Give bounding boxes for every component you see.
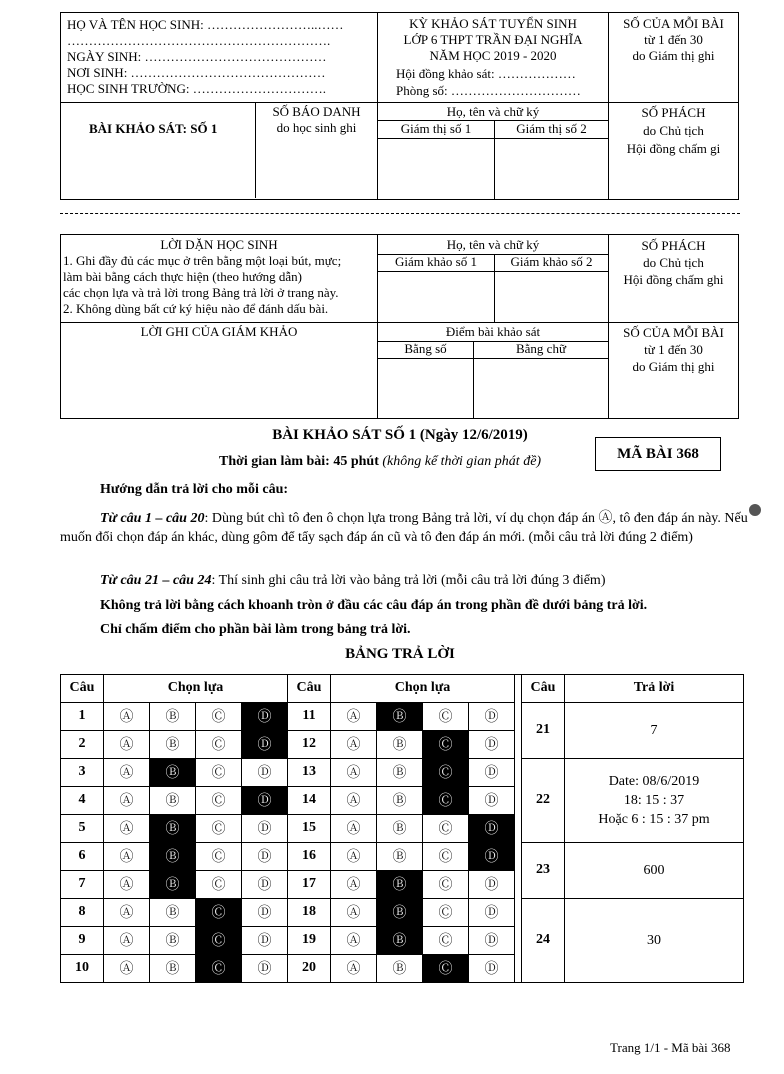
- option-bubble[interactable]: Ⓑ: [377, 786, 423, 814]
- option-bubble[interactable]: Ⓐ: [331, 842, 377, 870]
- option-bubble[interactable]: Ⓑ: [377, 926, 423, 954]
- option-bubble[interactable]: Ⓒ: [196, 954, 242, 982]
- grading-box: [60, 234, 739, 419]
- answer-table: [60, 674, 744, 983]
- student-field: …………………………………………………….: [67, 33, 331, 48]
- option-bubble[interactable]: Ⓓ: [469, 702, 515, 730]
- question-number: 22: [522, 758, 565, 842]
- header-box: [60, 12, 739, 200]
- option-bubble[interactable]: Ⓒ: [196, 758, 242, 786]
- col-header-chon: Chọn lựa: [331, 675, 515, 703]
- guide-title: Hướng dẫn trả lời cho mỗi câu:: [100, 482, 289, 497]
- answer-line: 7: [650, 722, 658, 738]
- scroll-dot: [749, 504, 761, 516]
- option-bubble[interactable]: Ⓐ: [331, 814, 377, 842]
- answer-line: Date: 08/6/2019: [608, 773, 700, 789]
- table-row: [61, 758, 744, 786]
- exam-title-block: KỲ KHẢO SÁT TUYỂN SINH LỚP 6 THPT TRẦN ĐẠI NGHĨA NĂM HỌC 2019 - 2020: [403, 16, 583, 63]
- question-number: 10: [61, 954, 104, 982]
- option-bubble[interactable]: Ⓑ: [377, 730, 423, 758]
- option-bubble[interactable]: Ⓓ: [242, 814, 288, 842]
- col-header-cau: Câu: [522, 675, 565, 703]
- option-bubble[interactable]: Ⓓ: [242, 730, 288, 758]
- question-number: 3: [61, 758, 104, 786]
- table-row: [61, 702, 744, 730]
- option-bubble[interactable]: Ⓓ: [242, 758, 288, 786]
- student-info: [67, 17, 377, 97]
- option-bubble[interactable]: Ⓐ: [331, 758, 377, 786]
- student-field: NGÀY SINH: ……………………………………: [67, 49, 327, 64]
- option-bubble[interactable]: Ⓐ: [331, 926, 377, 954]
- col-header-cau: Câu: [288, 675, 331, 703]
- written-answer[interactable]: [565, 702, 744, 758]
- option-bubble[interactable]: Ⓒ: [196, 898, 242, 926]
- option-bubble[interactable]: Ⓑ: [150, 814, 196, 842]
- time-line: Thời gian làm bài: 45 phút (không kể thời gian phát đề): [219, 454, 542, 469]
- option-bubble[interactable]: Ⓒ: [423, 926, 469, 954]
- option-bubble[interactable]: Ⓒ: [423, 758, 469, 786]
- answer-line: 600: [643, 862, 665, 878]
- option-bubble[interactable]: Ⓒ: [423, 786, 469, 814]
- option-bubble[interactable]: Ⓓ: [469, 730, 515, 758]
- question-number: 11: [288, 702, 331, 730]
- option-bubble[interactable]: Ⓐ: [104, 926, 150, 954]
- giam-khao-1: Giám khảo số 1: [395, 254, 477, 269]
- option-bubble[interactable]: Ⓐ: [331, 730, 377, 758]
- option-bubble[interactable]: Ⓐ: [104, 842, 150, 870]
- question-number: 5: [61, 814, 104, 842]
- option-bubble[interactable]: Ⓓ: [469, 786, 515, 814]
- question-number: 4: [61, 786, 104, 814]
- option-bubble[interactable]: Ⓒ: [196, 702, 242, 730]
- bang-chu: Bằng chữ: [515, 341, 566, 356]
- question-number: 9: [61, 926, 104, 954]
- option-bubble[interactable]: Ⓐ: [104, 758, 150, 786]
- option-bubble[interactable]: Ⓑ: [377, 814, 423, 842]
- option-bubble[interactable]: Ⓓ: [242, 702, 288, 730]
- written-answer[interactable]: [565, 898, 744, 982]
- room-field: Phòng số: …………………………: [396, 83, 581, 98]
- student-field: NƠI SINH: ………………………………………: [67, 65, 326, 80]
- option-bubble[interactable]: Ⓑ: [150, 870, 196, 898]
- option-bubble[interactable]: Ⓑ: [377, 758, 423, 786]
- guide-p2: Từ câu 21 – câu 24: Thí sinh ghi câu trả lời vào bảng trả lời (mỗi câu trả lời đúng 3 điểm): [100, 573, 606, 588]
- question-number: 21: [522, 702, 565, 758]
- loi-ghi-giam-khao: LỜI GHI CỦA GIÁM KHẢO: [140, 324, 298, 339]
- student-field: HỌ VÀ TÊN HỌC SINH: ……………………..……: [67, 17, 344, 32]
- written-answer[interactable]: [565, 842, 744, 898]
- question-number: 20: [288, 954, 331, 982]
- ho-ten-chu-ky: Họ, tên và chữ ký: [446, 104, 540, 119]
- col-header-cau: Câu: [61, 675, 104, 703]
- option-bubble[interactable]: Ⓓ: [242, 842, 288, 870]
- option-bubble[interactable]: Ⓐ: [104, 786, 150, 814]
- option-bubble[interactable]: Ⓓ: [469, 954, 515, 982]
- question-number: 12: [288, 730, 331, 758]
- question-number: 18: [288, 898, 331, 926]
- option-bubble[interactable]: Ⓒ: [196, 814, 242, 842]
- option-bubble[interactable]: Ⓑ: [150, 926, 196, 954]
- answer-line: 18: 15 : 37: [623, 792, 685, 808]
- so-phach-2: SỐ PHÁCH do Chủ tịch Hội đồng chấm ghi: [623, 238, 724, 287]
- answer-line: 30: [647, 932, 661, 948]
- option-bubble[interactable]: Ⓑ: [150, 954, 196, 982]
- option-bubble[interactable]: Ⓐ: [331, 870, 377, 898]
- option-bubble[interactable]: Ⓒ: [196, 842, 242, 870]
- option-bubble[interactable]: Ⓐ: [104, 730, 150, 758]
- option-bubble[interactable]: Ⓑ: [150, 842, 196, 870]
- question-number: 6: [61, 842, 104, 870]
- option-bubble[interactable]: Ⓐ: [331, 898, 377, 926]
- so-cua-moi-bai-2: SỐ CỦA MỖI BÀI từ 1 đến 30 do Giám thị ghi: [623, 325, 724, 374]
- option-bubble[interactable]: Ⓑ: [150, 758, 196, 786]
- giam-thi-2: Giám thị số 2: [516, 121, 587, 136]
- option-bubble[interactable]: Ⓓ: [242, 898, 288, 926]
- loi-dan-title: LỜI DẶN HỌC SINH: [160, 237, 278, 252]
- question-number: 1: [61, 702, 104, 730]
- student-field: HỌC SINH TRƯỜNG: ………………………….: [67, 81, 327, 96]
- option-bubble[interactable]: Ⓒ: [423, 842, 469, 870]
- option-bubble[interactable]: Ⓓ: [469, 926, 515, 954]
- bang-so: Bằng số: [404, 341, 447, 356]
- so-bao-danh: SỐ BÁO DANH do học sinh ghi: [272, 104, 361, 135]
- question-number: 14: [288, 786, 331, 814]
- question-number: 15: [288, 814, 331, 842]
- option-bubble[interactable]: Ⓓ: [242, 926, 288, 954]
- so-phach: SỐ PHÁCH do Chủ tịch Hội đồng chấm gi: [626, 105, 721, 156]
- option-bubble[interactable]: Ⓒ: [423, 730, 469, 758]
- giam-thi-1: Giám thị số 1: [400, 121, 472, 136]
- diem-bai: Điểm bài khảo sát: [445, 324, 541, 339]
- option-bubble[interactable]: Ⓒ: [423, 814, 469, 842]
- option-bubble[interactable]: Ⓓ: [242, 786, 288, 814]
- option-bubble[interactable]: Ⓐ: [104, 870, 150, 898]
- option-bubble[interactable]: Ⓒ: [423, 898, 469, 926]
- question-number: 8: [61, 898, 104, 926]
- option-bubble[interactable]: Ⓓ: [469, 758, 515, 786]
- option-bubble[interactable]: Ⓓ: [469, 870, 515, 898]
- question-number: 2: [61, 730, 104, 758]
- option-bubble[interactable]: Ⓐ: [331, 786, 377, 814]
- question-number: 13: [288, 758, 331, 786]
- option-bubble[interactable]: Ⓓ: [242, 954, 288, 982]
- option-bubble[interactable]: Ⓐ: [104, 702, 150, 730]
- ho-ten-chu-ky-2: Họ, tên và chữ ký: [446, 237, 540, 252]
- option-bubble[interactable]: Ⓑ: [150, 730, 196, 758]
- option-bubble[interactable]: Ⓑ: [377, 898, 423, 926]
- option-bubble[interactable]: Ⓐ: [104, 814, 150, 842]
- guide-p3: Không trả lời bằng cách khoanh tròn ở đầu các câu đáp án trong phần đề dưới bảng trả lời.: [100, 598, 648, 613]
- option-bubble[interactable]: Ⓒ: [196, 730, 242, 758]
- col-header-chon: Chọn lựa: [104, 675, 288, 703]
- option-bubble[interactable]: Ⓒ: [423, 870, 469, 898]
- answer-line: Hoặc 6 : 15 : 37 pm: [598, 811, 710, 827]
- guide-p4: Chỉ chấm điểm cho phần bài làm trong bảng trả lời.: [100, 622, 411, 637]
- option-bubble[interactable]: Ⓑ: [377, 842, 423, 870]
- loi-dan-text: 1. Ghi đầy đủ các mục ở trên bằng một loại bút, mực; làm bài bằng cách thực hiện (theo hướng dẫn) các chọn lựa và trả lời trong Bảng trả lời ở trang này. 2. Không dùng bất cứ ký hiệu nào để đánh dấu bài.: [63, 253, 342, 316]
- option-bubble[interactable]: Ⓒ: [423, 954, 469, 982]
- written-answer[interactable]: [565, 758, 744, 842]
- question-number: 19: [288, 926, 331, 954]
- option-bubble[interactable]: Ⓓ: [469, 814, 515, 842]
- cut-line: [60, 213, 740, 214]
- guide-p1: Từ câu 1 – câu 20: Dùng bút chì tô đen ô chọn lựa trong Bảng trả lời, ví dụ chọn đáp án Ⓐ, tô đen đáp án này. Nếu muốn đổi chọn đáp án khác, dùng gôm để tẩy sạch đáp án cũ và tô đen đáp án mới. (mỗi câu trả lời đúng 2 điểm): [60, 511, 748, 545]
- option-bubble[interactable]: Ⓓ: [469, 842, 515, 870]
- table-row: [61, 898, 744, 926]
- bai-khao-sat-label: BÀI KHẢO SÁT: SỐ 1: [89, 121, 218, 136]
- option-bubble[interactable]: Ⓓ: [469, 898, 515, 926]
- table-title: BẢNG TRẢ LỜI: [345, 646, 455, 662]
- question-number: 17: [288, 870, 331, 898]
- exam-title: BÀI KHẢO SÁT SỐ 1 (Ngày 12/6/2019): [272, 427, 528, 443]
- question-number: 16: [288, 842, 331, 870]
- option-bubble[interactable]: Ⓑ: [150, 786, 196, 814]
- so-cua-moi-bai: SỐ CỦA MỖI BÀI từ 1 đến 30 do Giám thị ghi: [623, 16, 724, 63]
- col-header-tra-loi: Trả lời: [565, 675, 744, 703]
- option-bubble[interactable]: Ⓐ: [104, 954, 150, 982]
- ma-bai-box: MÃ BÀI 368: [595, 437, 721, 471]
- option-bubble[interactable]: Ⓑ: [150, 702, 196, 730]
- page-footer: Trang 1/1 - Mã bài 368: [610, 1040, 731, 1055]
- option-bubble[interactable]: Ⓑ: [150, 898, 196, 926]
- question-number: 24: [522, 898, 565, 982]
- option-bubble[interactable]: Ⓒ: [423, 702, 469, 730]
- option-bubble[interactable]: Ⓑ: [377, 702, 423, 730]
- option-bubble[interactable]: Ⓒ: [196, 926, 242, 954]
- option-bubble[interactable]: Ⓐ: [331, 702, 377, 730]
- question-number: 23: [522, 842, 565, 898]
- council-field: Hội đồng khảo sát: ………………: [396, 66, 576, 81]
- option-bubble[interactable]: Ⓐ: [331, 954, 377, 982]
- option-bubble[interactable]: Ⓓ: [242, 870, 288, 898]
- option-bubble[interactable]: Ⓑ: [377, 954, 423, 982]
- giam-khao-2: Giám khảo số 2: [510, 254, 593, 269]
- option-bubble[interactable]: Ⓒ: [196, 786, 242, 814]
- option-bubble[interactable]: Ⓐ: [104, 898, 150, 926]
- option-bubble[interactable]: Ⓒ: [196, 870, 242, 898]
- option-bubble[interactable]: Ⓑ: [377, 870, 423, 898]
- question-number: 7: [61, 870, 104, 898]
- table-row: [61, 842, 744, 870]
